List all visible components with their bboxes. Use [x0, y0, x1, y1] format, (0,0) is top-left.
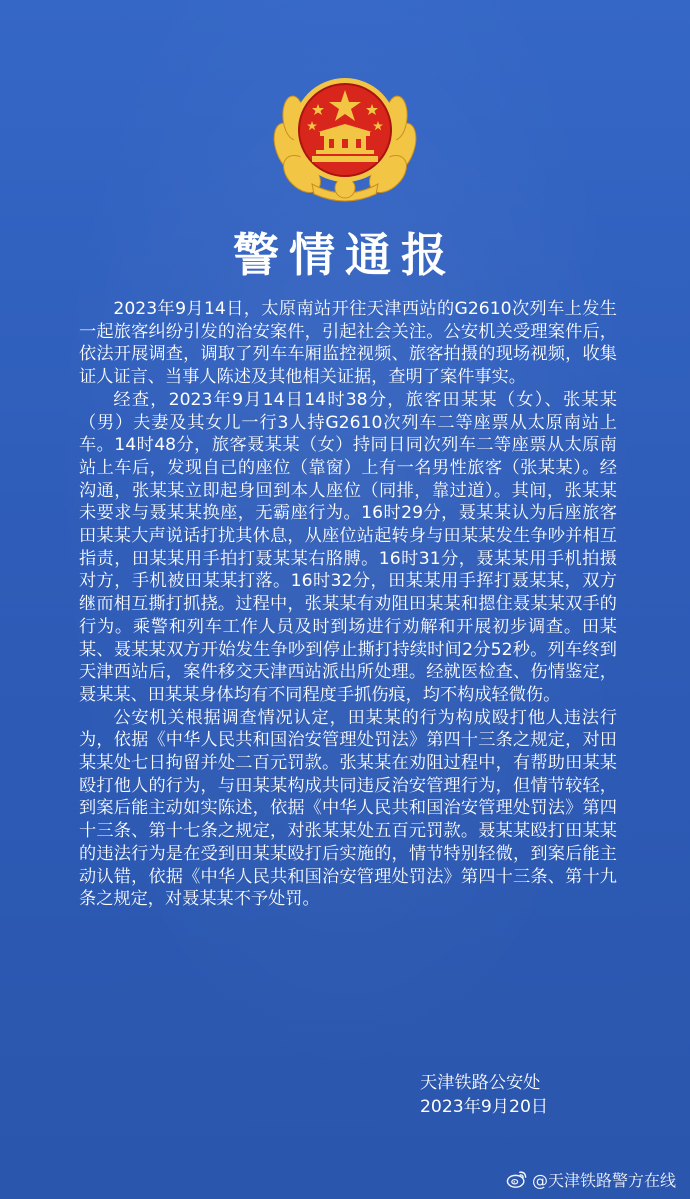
notice-title: 警情通报	[233, 228, 457, 282]
issue-date: 2023年9月20日	[420, 1097, 549, 1117]
notice-paragraph: 2023年9月14日，太原南站开往天津西站的G2610次列车上发生一起旅客纠纷引发的治安案件，引起社会关注。公安机关受理案件后，依法开展调查，调取了列车车厢监控视频、旅客拍摄的现场视频，收集证人证言、当事人陈述及其他相关证据，查明了案件事实。	[79, 299, 617, 388]
national-emblem-icon	[272, 66, 418, 206]
weibo-icon	[506, 1169, 528, 1189]
issuer-name: 天津铁路公安处	[420, 1073, 541, 1093]
notice-body	[79, 298, 617, 911]
weibo-watermark	[506, 1167, 676, 1191]
notice-paragraph: 公安机关根据调查情况认定，田某某的行为构成殴打他人违法行为，依据《中华人民共和国治安管理处罚法》第四十三条之规定，对田某某处七日拘留并处二百元罚款。张某某在劝阻过程中，有帮助田某某殴打他人的行为，与田某某构成共同违反治安管理行为，但情节较轻，到案后能主动如实陈述，依据《中华人民共和国治安管理处罚法》第四十三条、第十七条之规定，对张某某处五百元罚款。聂某某殴打田某某的违法行为是在受到田某某殴打后实施的，情节特别轻微，到案后能主动认错，依据《中华人民共和国治安管理处罚法》第四十三条、第十九条之规定，对聂某某不予处罚。	[79, 707, 617, 910]
watermark-text: @天津铁路警方在线	[531, 1170, 676, 1190]
notice-paragraph: 经查，2023年9月14日14时38分，旅客田某某（女）、张某某（男）夫妻及其女儿一行3人持G2610次列车二等座票从太原南站上车。14时48分，旅客聂某某（女）持同日同次列车二等座票从太原南站上车后，发现自己的座位（靠窗）上有一名男性旅客（张某某）。经沟通，张某某立即起身回到本人座位（同排，靠过道）。其间，张某某未要求与聂某某换座，无霸座行为。16时29分，聂某某认为后座旅客田某某大声说话打扰其休息，从座位站起转身与田某某发生争吵并相互指责，田某某用手拍打聂某某右胳膊。16时31分，聂某某用手机拍摄对方，手机被田某某打落。16时32分，田某某用手挥打聂某某，双方继而相互撕打抓挠。过程中，张某某有劝阻田某某和摁住聂某某双手的行为。乘警和列车工作人员及时到场进行劝解和开展初步调查。田某某、聂某某双方开始发生争吵到停止撕打持续时间2分52秒。列车终到天津西站后，案件移交天津西站派出所处理。经就医检查、伤情鉴定，聂某某、田某某身体均有不同程度手抓伤痕，均不构成轻微伤。	[79, 389, 617, 705]
